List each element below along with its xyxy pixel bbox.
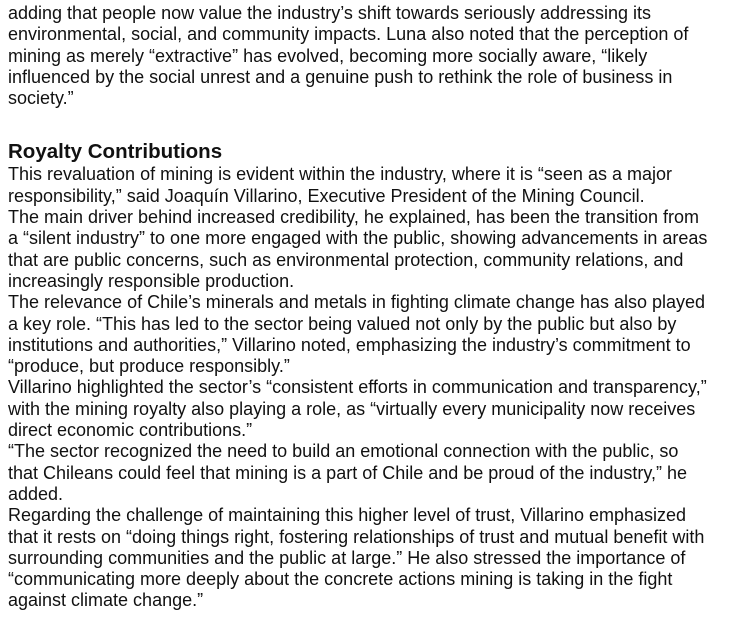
text-line: institutions and authorities,” Villarino noted, emphasizing the industry’s commitment to [8, 334, 691, 355]
paragraph [8, 207, 707, 292]
paragraph-gap [8, 109, 707, 140]
text-line: added. [8, 483, 64, 504]
text-line: that it rests on “doing things right, fostering relationships of trust and mutual benefit with [8, 526, 705, 547]
text-line: Villarino highlighted the sector’s “consistent efforts in communication and transparency,” [8, 377, 707, 398]
text-line: society.” [8, 88, 74, 109]
section-heading: Royalty Contributions [8, 140, 223, 164]
text-line: that are public concerns, such as environmental protection, community relations, and [8, 249, 684, 270]
text-line: increasingly responsible production. [8, 270, 295, 291]
paragraph [8, 164, 707, 207]
text-line: The main driver behind increased credibility, he explained, has been the transition from [8, 207, 700, 228]
article-body [8, 3, 707, 612]
text-line: influenced by the social unrest and a genuine push to rethink the role of business in [8, 66, 673, 87]
text-line: This revaluation of mining is evident within the industry, where it is “seen as a major [8, 164, 672, 185]
text-line: against climate change.” [8, 590, 204, 611]
text-line: that Chileans could feel that mining is a part of Chile and be proud of the industry,” he [8, 462, 688, 483]
section-paragraphs [8, 164, 707, 611]
text-line: a key role. “This has led to the sector being valued not only by the public but also by [8, 313, 677, 334]
text-line: surrounding communities and the public at large.” He also stressed the importance of [8, 547, 686, 568]
text-line: “The sector recognized the need to build an emotional connection with the public, so [8, 441, 679, 462]
text-line: “communicating more deeply about the concrete actions mining is taking in the fight [8, 569, 673, 590]
text-line: “produce, but produce responsibly.” [8, 356, 290, 377]
paragraph [8, 441, 707, 505]
text-line: Regarding the challenge of maintaining this higher level of trust, Villarino emphasized [8, 505, 687, 526]
text-line: environmental, social, and community impacts. Luna also noted that the perception of [8, 24, 689, 45]
text-line: responsibility,” said Joaquín Villarino, Executive President of the Mining Council. [8, 185, 645, 206]
text-line: The relevance of Chile’s minerals and metals in fighting climate change has also played [8, 292, 706, 313]
text-line: with the mining royalty also playing a role, as “virtually every municipality now receives [8, 398, 696, 419]
paragraph [8, 505, 707, 611]
text-line: adding that people now value the industry’s shift towards seriously addressing its [8, 3, 652, 23]
paragraph [8, 292, 707, 377]
intro-paragraph [8, 3, 707, 109]
text-line: a “silent industry” to one more engaged with the public, showing advancements in areas [8, 228, 708, 249]
paragraph [8, 377, 707, 441]
text-line: direct economic contributions.” [8, 420, 253, 441]
text-line: mining as merely “extractive” has evolved, becoming more socially aware, “likely [8, 45, 648, 66]
